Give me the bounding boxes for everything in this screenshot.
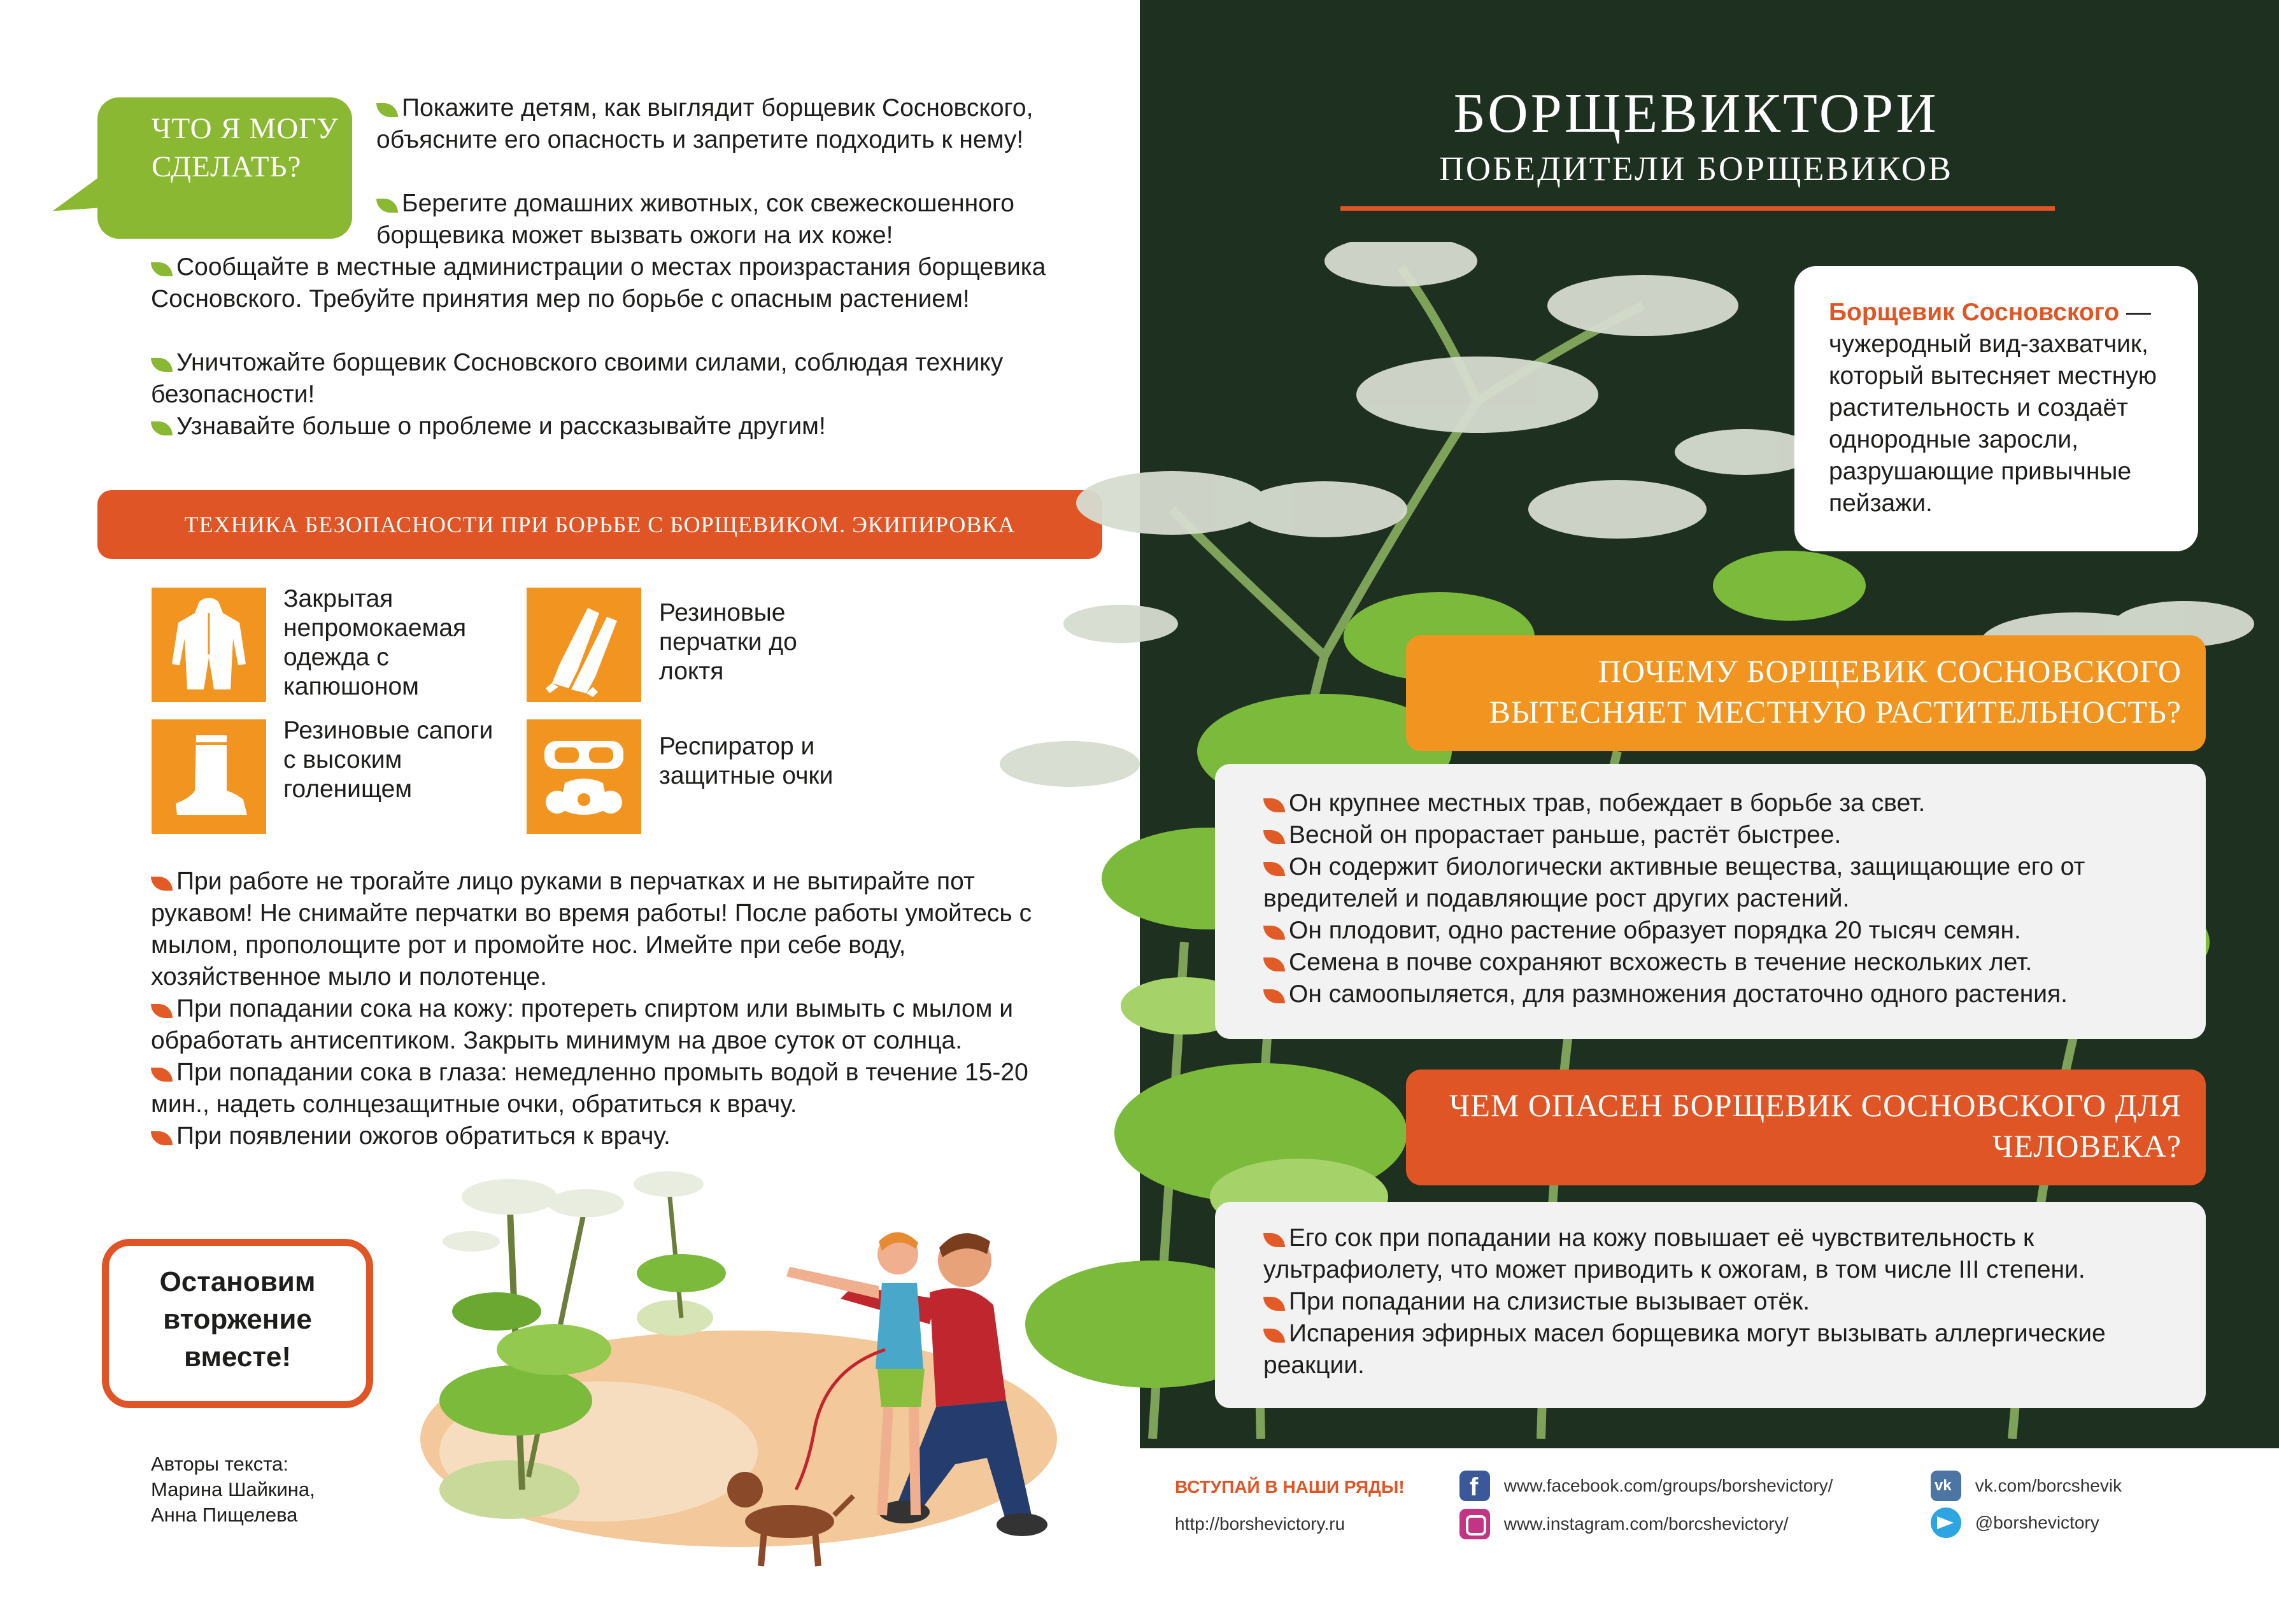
equipment-label: Резиновые перчатки до локтя <box>659 599 797 685</box>
answer-2-list <box>1263 1222 2174 1381</box>
leaf-bullet-icon <box>151 358 173 372</box>
tip-item: Покажите детям, как выглядит борщевик Сосновского, объясните его опасность и запретите подходить к нему! <box>376 94 1033 153</box>
leaf-bullet-icon <box>1263 1297 1285 1311</box>
leaf-bullet-icon <box>151 1004 173 1018</box>
telegram-link[interactable]: @borshevictory <box>1931 1507 2099 1538</box>
leaf-bullet-icon <box>1263 862 1285 876</box>
answer-item: Испарения эфирных масел борщевика могут вызывать аллергические реакции. <box>1263 1320 2106 1379</box>
brand-subtitle: ПОБЕДИТЕЛИ БОРЩЕВИКОВ <box>1438 150 1954 188</box>
answer-item: Его сок при попадании на кожу повышает её чувствительность к ультрафиолету, что может приводить к ожогам, в том числе III степени. <box>1263 1224 2085 1283</box>
safety-rule: При работе не трогайте лицо руками в перчатках и не вытирайте пот рукавом! Не снимайте перчатки во время работы! После работы умойтесь с мылом, прополощите рот и промойте нос. Имейте при себе воду, хозяйственное мыло и полотенце. <box>151 868 1032 991</box>
tip-item: Узнавайте больше о проблеме и рассказывайте другим! <box>151 411 1074 442</box>
tip-item: Берегите домашних животных, сок свежескошенного борщевика может вызвать ожоги на их коже! <box>376 190 1014 249</box>
safety-title: ТЕХНИКА БЕЗОПАСНОСТИ ПРИ БОРЬБЕ С БОРЩЕВИКОМ. ЭКИПИРОВКА <box>184 512 1016 537</box>
safety-rule: При появлении ожогов обратиться к врачу. <box>151 1120 1055 1152</box>
leaf-bullet-icon <box>1263 957 1285 971</box>
title-underline <box>1340 206 2055 211</box>
tip-item: Сообщайте в местные администрации о местах произрастания борщевика Сосновского. Требуйте принятия мер по борьбе с опасным растением! <box>151 253 1046 313</box>
leaf-bullet-icon <box>151 262 173 276</box>
stop-invasion-text: Остановим вторжение вместе! <box>159 1266 316 1373</box>
leaf-bullet-icon <box>1263 830 1285 844</box>
website-link[interactable]: http://borshevictory.ru <box>1175 1514 1345 1534</box>
authors-block <box>151 1451 315 1528</box>
leaf-bullet-icon <box>151 421 173 435</box>
leaf-bullet-icon <box>1263 926 1285 940</box>
leaf-bullet-icon <box>1263 1329 1285 1343</box>
family-hogweed-illustration <box>395 1159 1083 1579</box>
leaf-bullet-icon <box>1263 989 1285 1003</box>
leaf-bullet-icon <box>376 103 398 117</box>
definition-term: Борщевик Сосновского <box>1829 299 2120 326</box>
facebook-icon: f <box>1459 1471 1490 1501</box>
rubber-boot-icon <box>152 719 266 834</box>
answer-item: При попадании на слизистые вызывает отёк. <box>1263 1286 2174 1318</box>
authors-label: Авторы текста: <box>151 1453 288 1475</box>
vk-link[interactable]: vk vk.com/borcshevik <box>1931 1471 2122 1501</box>
vk-icon: vk <box>1931 1471 1961 1501</box>
answer-item: Он содержит биологически активные вещества, защищающие его от вредителей и подавляющие рост других растений. <box>1263 853 2085 912</box>
telegram-icon <box>1931 1507 1961 1538</box>
author-name: Анна Пищелева <box>151 1504 298 1526</box>
answer-item: Он самоопыляется, для размножения достаточно одного растения. <box>1263 978 2174 1010</box>
leaf-bullet-icon <box>376 199 398 213</box>
facebook-link[interactable]: f www.facebook.com/groups/borshevictory/ <box>1459 1471 1833 1501</box>
leaf-bullet-icon <box>1263 1233 1285 1247</box>
instagram-icon <box>1459 1509 1490 1539</box>
rubber-gloves-icon <box>527 588 641 702</box>
leaf-bullet-icon <box>151 1068 173 1082</box>
safety-rule: При попадании сока в глаза: немедленно промыть водой в течение 15-20 мин., надеть солнцезащитные очки, обратиться к врачу. <box>151 1059 1028 1118</box>
question-2-title: ЧЕМ ОПАСЕН БОРЩЕВИК СОСНОВСКОГО ДЛЯ ЧЕЛОВЕКА? <box>1449 1087 2182 1164</box>
leaf-bullet-icon <box>151 877 173 891</box>
answer-1-list <box>1263 787 2174 1010</box>
equipment-label: Резиновые сапоги с высоким голенищем <box>283 717 493 803</box>
speech-bubble-text: ЧТО Я МОГУ СДЕЛАТЬ? <box>152 112 339 183</box>
answer-item: Он плодовит, одно растение образует порядка 20 тысяч семян. <box>1263 915 2174 947</box>
question-1-title: ПОЧЕМУ БОРЩЕВИК СОСНОВСКОГО ВЫТЕСНЯЕТ МЕСТНУЮ РАСТИТЕЛЬНОСТЬ? <box>1489 653 2182 730</box>
brand-title: БОРЩЕВИКТОРИ <box>1453 83 1939 145</box>
instagram-link[interactable]: www.instagram.com/borcshevictory/ <box>1459 1509 1788 1539</box>
equipment-label: Закрытая непромокаемая одежда с капюшоном <box>283 585 467 700</box>
safety-rule: При попадании сока на кожу: протереть спиртом или вымыть с мылом и обработать антисептиком. Закрыть минимум на двое суток от солнца. <box>151 995 1014 1054</box>
respirator-goggles-icon <box>527 719 641 834</box>
answer-item: Семена в почве сохраняют всхожесть в течение нескольких лет. <box>1263 947 2174 978</box>
answer-item: Он крупнее местных трав, побеждает в борьбе за свет. <box>1263 787 2174 819</box>
join-us-label: ВСТУПАЙ В НАШИ РЯДЫ! <box>1175 1477 1405 1497</box>
tip-item: Уничтожайте борщевик Сосновского своими силами, соблюдая технику безопасности! <box>151 349 1004 408</box>
author-name: Марина Шайкина, <box>151 1478 315 1500</box>
hooded-suit-icon <box>152 588 266 702</box>
equipment-label: Респиратор и защитные очки <box>659 733 834 789</box>
answer-item: Весной он прорастает раньше, растёт быстрее. <box>1263 819 2174 851</box>
definition-text: Борщевик Сосновского — чужеродный вид-захватчик, который вытесняет местную растительность и создаёт однородные заросли, разрушающие привычные пейзажи. <box>1829 299 2157 517</box>
leaf-bullet-icon <box>151 1131 173 1145</box>
leaf-bullet-icon <box>1263 798 1285 812</box>
